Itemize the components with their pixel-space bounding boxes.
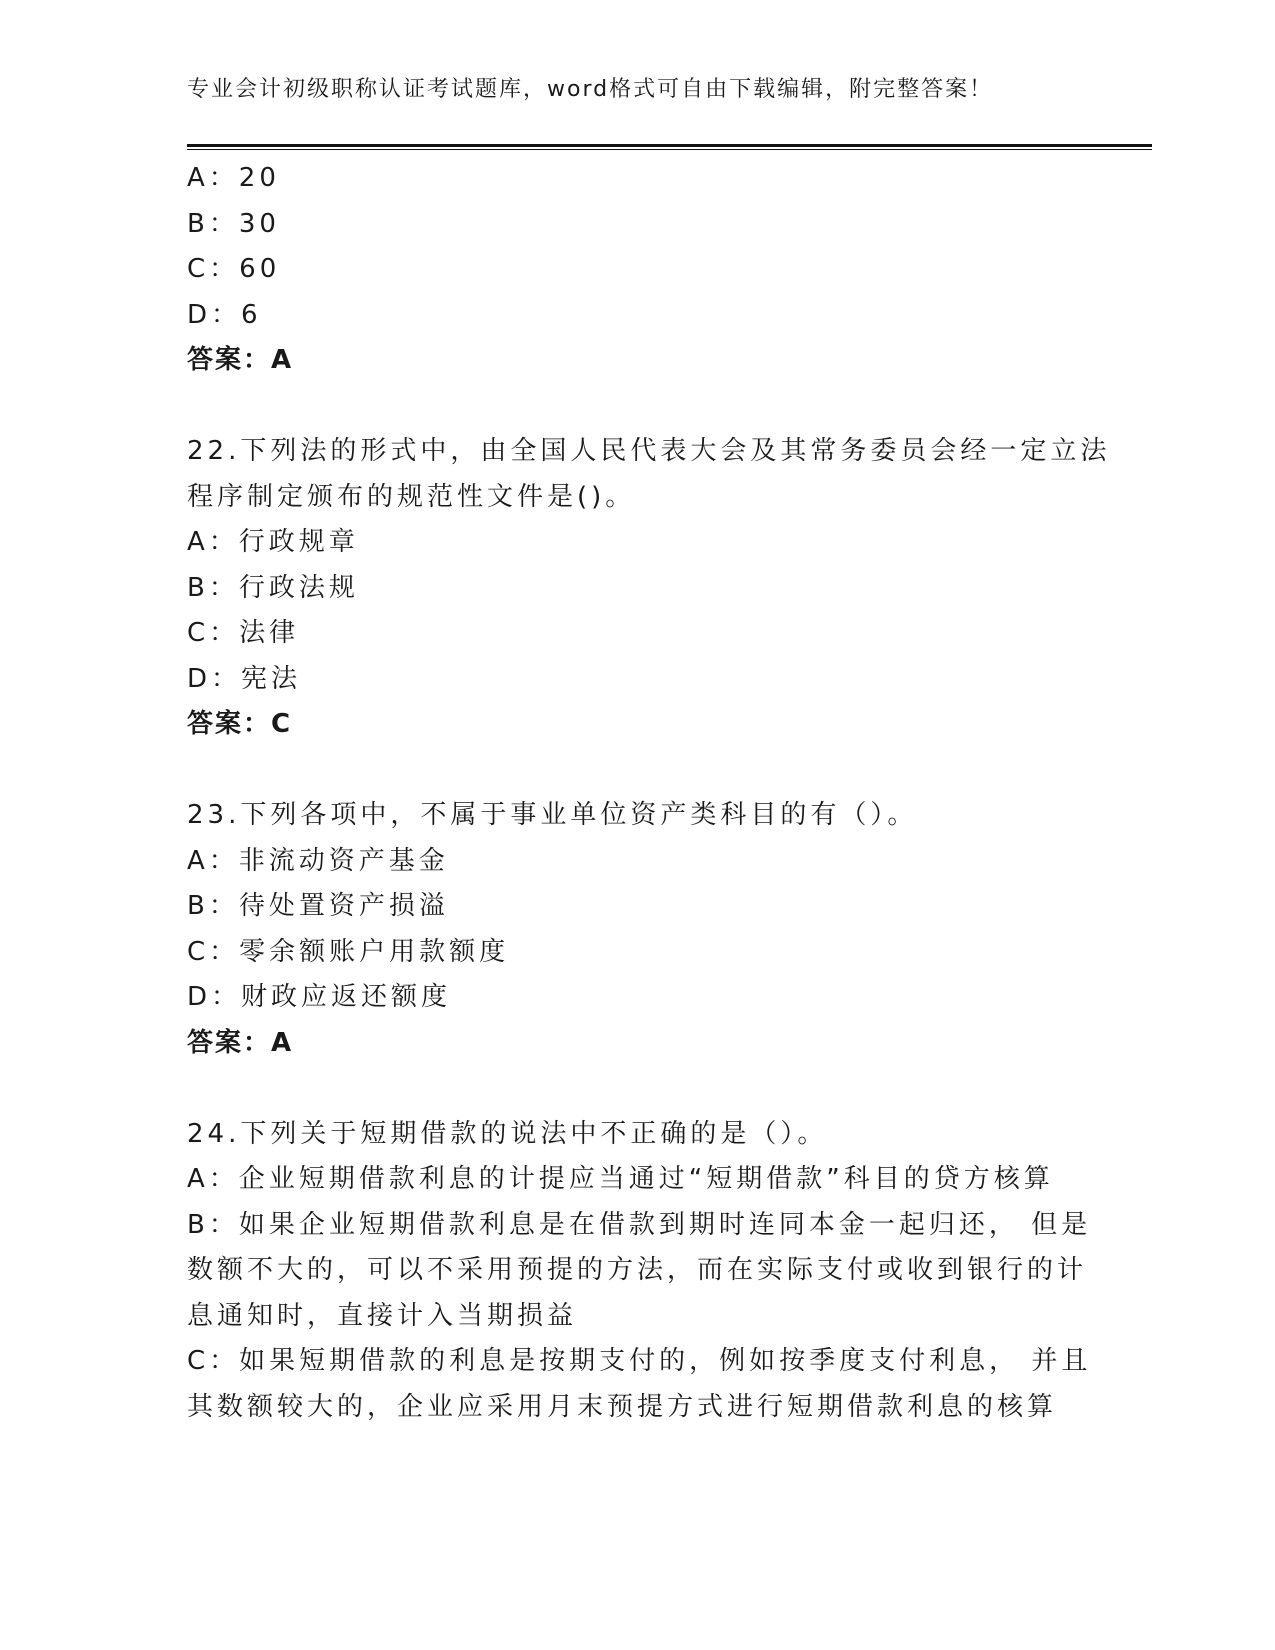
spacer <box>187 748 1087 794</box>
option-a: A：20 <box>187 163 280 193</box>
option-c: C：法律 <box>187 618 300 648</box>
option-b-continued: 数额不大的，可以不采用预提的方法，而在实际支付或收到银行的计 <box>187 1255 1088 1285</box>
option-a: A：企业短期借款利息的计提应当通过“短期借款”科目的贷方核算 <box>187 1164 1054 1194</box>
question-21 <box>187 156 1087 384</box>
option-b: B：行政法规 <box>187 572 359 603</box>
option-b: B：待处置资产损溢 <box>187 891 449 921</box>
option-b-continued: 息通知时，直接计入当期损益 <box>187 1300 578 1331</box>
page-header: 专业会计初级职称认证考试题库，word格式可自由下载编辑，附完整答案！ <box>187 77 994 102</box>
option-a: A：非流动资产基金 <box>187 845 449 876</box>
option-c: C：零余额账户用款额度 <box>187 936 510 967</box>
option-c-continued: 其数额较大的，企业应采用月末预提方式进行短期借款利息的核算 <box>187 1391 1058 1422</box>
spacer <box>187 384 1087 430</box>
option-a: A：行政规章 <box>187 527 359 557</box>
option-c: C：如果短期借款的利息是按期支付的，例如按季度支付利息， 并且 <box>187 1346 1092 1376</box>
option-c: C：60 <box>187 254 281 284</box>
answer: 答案：C <box>187 709 293 739</box>
question-stem: 程序制定颁布的规范性文件是()。 <box>187 481 636 512</box>
question-22 <box>187 429 1111 748</box>
answer: 答案：A <box>187 345 294 375</box>
question-24 <box>187 1112 1092 1431</box>
header-rule-thick <box>187 144 1152 147</box>
option-d: D：宪法 <box>187 663 302 694</box>
spacer <box>187 1066 1087 1112</box>
option-d: D：财政应返还额度 <box>187 982 452 1012</box>
option-b: B：如果企业短期借款利息是在借款到期时连同本金一起归还， 但是 <box>187 1209 1092 1240</box>
question-23 <box>187 793 1087 1066</box>
option-d: D：6 <box>187 299 262 330</box>
option-b: B：30 <box>187 208 280 239</box>
question-content <box>187 156 1111 1430</box>
answer: 答案：A <box>187 1027 294 1058</box>
header-rule-thin <box>187 149 1152 150</box>
question-stem: 22.下列法的形式中，由全国人民代表大会及其常务委员会经一定立法 <box>187 436 1111 466</box>
question-stem: 24.下列关于短期借款的说法中不正确的是（）。 <box>187 1118 828 1149</box>
question-stem: 23.下列各项中，不属于事业单位资产类科目的有（）。 <box>187 800 918 830</box>
